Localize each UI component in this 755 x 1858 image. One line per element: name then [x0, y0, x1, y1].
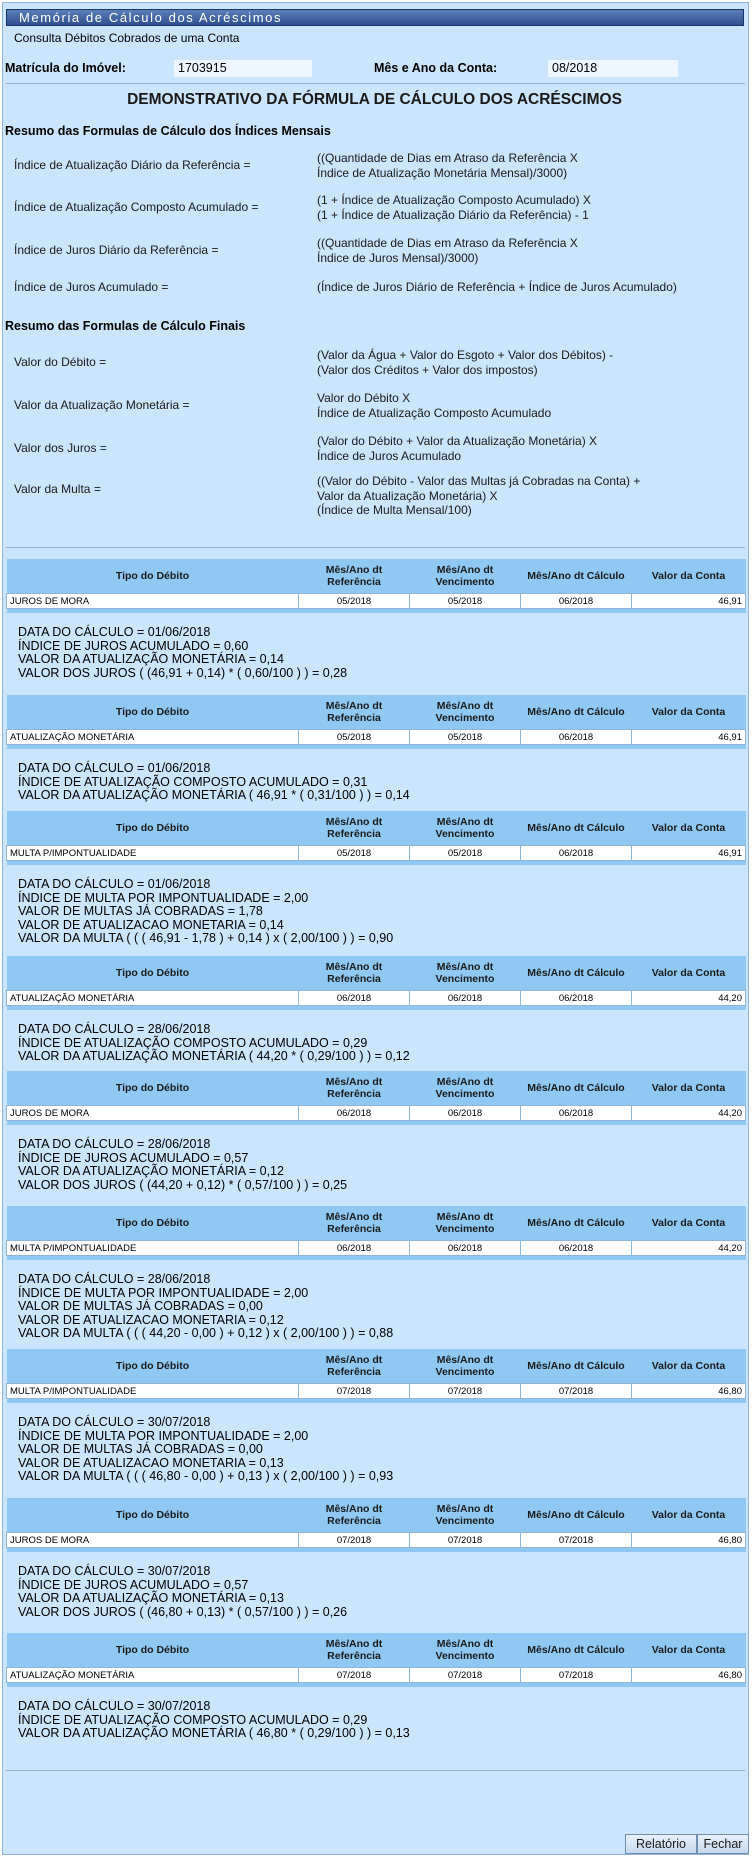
cell-vencimento: 06/2018	[410, 1241, 521, 1256]
calc-line: VALOR DA ATUALIZAÇÃO MONETÁRIA ( 46,91 * ( 0,31/100 ) ) = 0,14	[18, 788, 410, 802]
calc-line: VALOR DA MULTA ( ( ( 44,20 - 0,00 ) + 0,12 ) x ( 2,00/100 ) ) = 0,88	[18, 1326, 394, 1340]
cell-referencia: 06/2018	[299, 1106, 410, 1121]
table-header-row	[7, 1071, 746, 1106]
formula-line: ((Quantidade de Dias em Atraso da Referência X	[317, 151, 578, 165]
table-row	[7, 1668, 746, 1683]
mensais-section-title: Resumo das Formulas de Cálculo dos Índices Mensais	[5, 124, 331, 138]
column-header: Mês/Ano dt Vencimento	[410, 811, 521, 846]
column-header: Mês/Ano dt Referência	[299, 1498, 410, 1533]
formula-name: Índice de Atualização Composto Acumulado =	[14, 200, 259, 214]
calc-line: DATA DO CÁLCULO = 28/06/2018	[18, 1272, 211, 1286]
column-header: Mês/Ano dt Cálculo	[521, 1071, 632, 1106]
column-header: Mês/Ano dt Vencimento	[410, 559, 521, 594]
column-header: Mês/Ano dt Referência	[299, 1206, 410, 1241]
formula-name: Índice de Juros Diário da Referência =	[14, 243, 219, 257]
cell-calculo: 06/2018	[521, 991, 632, 1006]
calc-line: VALOR DA MULTA ( ( ( 46,91 - 1,78 ) + 0,14 ) x ( 2,00/100 ) ) = 0,90	[18, 931, 394, 945]
column-header: Mês/Ano dt Vencimento	[410, 1071, 521, 1106]
calc-line: VALOR DA ATUALIZAÇÃO MONETÁRIA ( 44,20 * ( 0,29/100 ) ) = 0,12	[18, 1049, 410, 1063]
formula-line: (Índice de Multa Mensal/100)	[317, 503, 472, 517]
debito-block	[6, 1633, 745, 1687]
column-header: Tipo do Débito	[7, 1633, 299, 1668]
calc-line: VALOR DOS JUROS ( (44,20 + 0,12) * ( 0,57/100 ) ) = 0,25	[18, 1177, 348, 1192]
table-footer	[7, 1121, 746, 1126]
formula-line: (Índice de Juros Diário de Referência + Índice de Juros Acumulado)	[317, 280, 677, 294]
column-header: Tipo do Débito	[7, 695, 299, 730]
calc-line: VALOR DE MULTAS JÁ COBRADAS = 0,00	[18, 1299, 263, 1313]
table-footer-cell	[7, 1548, 746, 1553]
finais-section-title: Resumo das Formulas de Cálculo Finais	[5, 319, 246, 333]
cell-valor: 46,80	[632, 1668, 746, 1683]
cell-calculo: 06/2018	[521, 846, 632, 861]
cell-referencia: 05/2018	[299, 846, 410, 861]
mes-ano-field[interactable]: 08/2018	[548, 60, 678, 77]
formula-name: Valor dos Juros =	[14, 441, 107, 455]
table-footer	[7, 1006, 746, 1011]
column-header: Tipo do Débito	[7, 1349, 299, 1384]
column-header: Mês/Ano dt Vencimento	[410, 1349, 521, 1384]
table-footer-cell	[7, 745, 746, 750]
cell-vencimento: 06/2018	[410, 991, 521, 1006]
cell-referencia: 06/2018	[299, 991, 410, 1006]
fechar-button[interactable]: Fechar	[697, 1834, 749, 1854]
table-footer-cell	[7, 1121, 746, 1126]
calc-line: DATA DO CÁLCULO = 01/06/2018	[18, 625, 211, 639]
column-header: Mês/Ano dt Referência	[299, 1071, 410, 1106]
table-row	[7, 1533, 746, 1548]
matricula-label: Matrícula do Imóvel:	[5, 61, 126, 75]
cell-tipo: JUROS DE MORA	[7, 1106, 299, 1121]
calc-line: VALOR DE ATUALIZACAO MONETARIA = 0,12	[18, 1312, 284, 1327]
calc-line: DATA DO CÁLCULO = 30/07/2018	[18, 1699, 211, 1713]
cell-tipo: JUROS DE MORA	[7, 1533, 299, 1548]
column-header: Mês/Ano dt Vencimento	[410, 1633, 521, 1668]
calc-line: VALOR DE ATUALIZACAO MONETARIA = 0,13	[18, 1455, 284, 1470]
column-header: Valor da Conta	[632, 1349, 746, 1384]
cell-vencimento: 07/2018	[410, 1533, 521, 1548]
column-header: Mês/Ano dt Vencimento	[410, 956, 521, 991]
cell-referencia: 05/2018	[299, 730, 410, 745]
cell-vencimento: 05/2018	[410, 594, 521, 609]
column-header: Mês/Ano dt Referência	[299, 1633, 410, 1668]
formula-name: Índice de Juros Acumulado =	[14, 280, 169, 294]
cell-calculo: 06/2018	[521, 1106, 632, 1121]
column-header: Mês/Ano dt Cálculo	[521, 956, 632, 991]
column-header: Valor da Conta	[632, 695, 746, 730]
cell-valor: 46,91	[632, 846, 746, 861]
table-row	[7, 1384, 746, 1399]
table-row	[7, 1106, 746, 1121]
column-header: Tipo do Débito	[7, 811, 299, 846]
table-header-row	[7, 956, 746, 991]
formula-line: Índice de Juros Mensal)/3000)	[317, 250, 479, 265]
formula-name: Valor da Atualização Monetária =	[14, 398, 190, 412]
formula-line: ((Valor do Débito - Valor das Multas já Cobradas na Conta) +	[317, 474, 641, 488]
cell-valor: 46,80	[632, 1533, 746, 1548]
table-footer	[7, 1683, 746, 1688]
divider	[6, 1770, 745, 1771]
column-header: Mês/Ano dt Cálculo	[521, 1206, 632, 1241]
calc-line: ÍNDICE DE JUROS ACUMULADO = 0,60	[18, 638, 249, 653]
table-header-row	[7, 1633, 746, 1668]
column-header: Mês/Ano dt Cálculo	[521, 1498, 632, 1533]
column-header: Mês/Ano dt Vencimento	[410, 1498, 521, 1533]
cell-vencimento: 05/2018	[410, 730, 521, 745]
matricula-field[interactable]: 1703915	[174, 60, 312, 77]
formula-line: (Valor dos Créditos + Valor dos impostos)	[317, 362, 538, 377]
calc-line: VALOR DA ATUALIZAÇÃO MONETÁRIA = 0,12	[18, 1164, 284, 1178]
column-header: Tipo do Débito	[7, 559, 299, 594]
cell-referencia: 07/2018	[299, 1533, 410, 1548]
cell-tipo: JUROS DE MORA	[7, 594, 299, 609]
table-row	[7, 846, 746, 861]
column-header: Tipo do Débito	[7, 1071, 299, 1106]
column-header: Mês/Ano dt Cálculo	[521, 811, 632, 846]
calc-line: ÍNDICE DE JUROS ACUMULADO = 0,57	[18, 1150, 249, 1165]
debito-table	[6, 1349, 746, 1403]
table-footer	[7, 861, 746, 866]
cell-tipo: ATUALIZAÇÃO MONETÁRIA	[7, 730, 299, 745]
table-header-row	[7, 1498, 746, 1533]
table-header-row	[7, 695, 746, 730]
debito-table	[6, 1071, 746, 1125]
cell-tipo: MULTA P/IMPONTUALIDADE	[7, 1384, 299, 1399]
column-header: Valor da Conta	[632, 811, 746, 846]
column-header: Valor da Conta	[632, 1498, 746, 1533]
debito-block	[6, 559, 745, 613]
cell-valor: 44,20	[632, 1106, 746, 1121]
table-footer	[7, 1399, 746, 1404]
table-footer	[7, 745, 746, 750]
table-footer-cell	[7, 1683, 746, 1688]
column-header: Mês/Ano dt Referência	[299, 695, 410, 730]
calc-line: VALOR DOS JUROS ( (46,80 + 0,13) * ( 0,57/100 ) ) = 0,26	[18, 1604, 348, 1619]
table-footer-cell	[7, 609, 746, 614]
formula-line: (Valor da Água + Valor do Esgoto + Valor dos Débitos) -	[317, 348, 614, 362]
calc-line: DATA DO CÁLCULO = 01/06/2018	[18, 877, 211, 891]
calc-line: VALOR DOS JUROS ( (46,91 + 0,14) * ( 0,60/100 ) ) = 0,28	[18, 665, 348, 680]
cell-calculo: 07/2018	[521, 1668, 632, 1683]
debito-table	[6, 559, 746, 613]
table-header-row	[7, 811, 746, 846]
mes-ano-label: Mês e Ano da Conta:	[374, 61, 498, 75]
debito-block	[6, 1349, 745, 1403]
calc-line: VALOR DA ATUALIZAÇÃO MONETÁRIA = 0,13	[18, 1591, 284, 1605]
cell-valor: 46,91	[632, 594, 746, 609]
column-header: Mês/Ano dt Cálculo	[521, 1633, 632, 1668]
cell-calculo: 07/2018	[521, 1533, 632, 1548]
table-footer-cell	[7, 861, 746, 866]
debito-block	[6, 695, 745, 749]
table-row	[7, 991, 746, 1006]
debito-block	[6, 1071, 745, 1125]
window-subtitle: Consulta Débitos Cobrados de uma Conta	[14, 31, 240, 45]
debito-block	[6, 1498, 745, 1552]
debito-table	[6, 695, 746, 749]
debito-table	[6, 1633, 746, 1687]
calc-line: DATA DO CÁLCULO = 30/07/2018	[18, 1415, 211, 1429]
calc-line: ÍNDICE DE MULTA POR IMPONTUALIDADE = 2,00	[18, 1428, 309, 1443]
table-footer-cell	[7, 1006, 746, 1011]
calc-line: VALOR DE ATUALIZACAO MONETARIA = 0,14	[18, 917, 284, 932]
column-header: Valor da Conta	[632, 559, 746, 594]
column-header: Mês/Ano dt Referência	[299, 956, 410, 991]
column-header: Mês/Ano dt Referência	[299, 1349, 410, 1384]
column-header: Mês/Ano dt Vencimento	[410, 1206, 521, 1241]
cell-referencia: 06/2018	[299, 1241, 410, 1256]
divider	[6, 83, 745, 84]
cell-tipo: MULTA P/IMPONTUALIDADE	[7, 846, 299, 861]
relatorio-button[interactable]: Relatório	[625, 1834, 697, 1854]
calc-line: DATA DO CÁLCULO = 28/06/2018	[18, 1022, 211, 1036]
table-header-row	[7, 1349, 746, 1384]
formula-line: ((Quantidade de Dias em Atraso da Referência X	[317, 236, 578, 250]
cell-tipo: ATUALIZAÇÃO MONETÁRIA	[7, 1668, 299, 1683]
calc-line: ÍNDICE DE JUROS ACUMULADO = 0,57	[18, 1577, 249, 1592]
column-header: Valor da Conta	[632, 1206, 746, 1241]
debito-block	[6, 811, 745, 865]
formula-line: Valor do Débito X	[317, 391, 411, 405]
table-footer-cell	[7, 1399, 746, 1404]
cell-referencia: 07/2018	[299, 1668, 410, 1683]
table-footer-cell	[7, 1256, 746, 1261]
calc-line: DATA DO CÁLCULO = 30/07/2018	[18, 1564, 211, 1578]
debito-table	[6, 956, 746, 1010]
calc-line: ÍNDICE DE ATUALIZAÇÃO COMPOSTO ACUMULADO = 0,29	[18, 1712, 368, 1727]
column-header: Valor da Conta	[632, 956, 746, 991]
debito-block	[6, 1206, 745, 1260]
table-row	[7, 730, 746, 745]
formula-line: Valor da Atualização Monetária) X	[317, 488, 498, 503]
cell-vencimento: 07/2018	[410, 1384, 521, 1399]
formula-line: Índice de Atualização Monetária Mensal)/3000)	[317, 165, 568, 180]
formula-line: Índice de Juros Acumulado	[317, 448, 462, 463]
cell-calculo: 06/2018	[521, 594, 632, 609]
calc-line: ÍNDICE DE MULTA POR IMPONTUALIDADE = 2,00	[18, 1285, 309, 1300]
formula-line: (1 + Índice de Atualização Composto Acumulado) X	[317, 193, 591, 207]
column-header: Tipo do Débito	[7, 1498, 299, 1533]
debito-table	[6, 1206, 746, 1260]
column-header: Valor da Conta	[632, 1633, 746, 1668]
column-header: Mês/Ano dt Cálculo	[521, 559, 632, 594]
formula-name: Valor do Débito =	[14, 355, 107, 369]
table-footer	[7, 1256, 746, 1261]
column-header: Mês/Ano dt Referência	[299, 559, 410, 594]
calc-line: DATA DO CÁLCULO = 28/06/2018	[18, 1137, 211, 1151]
column-header: Valor da Conta	[632, 1071, 746, 1106]
formula-line: Índice de Atualização Composto Acumulado	[317, 405, 552, 420]
formula-line: (Valor do Débito + Valor da Atualização Monetária) X	[317, 434, 598, 448]
calc-line: VALOR DA ATUALIZAÇÃO MONETÁRIA = 0,14	[18, 652, 284, 666]
table-row	[7, 1241, 746, 1256]
table-header-row	[7, 559, 746, 594]
calc-line: DATA DO CÁLCULO = 01/06/2018	[18, 761, 211, 775]
formula-name: Valor da Multa =	[14, 482, 101, 496]
cell-tipo: MULTA P/IMPONTUALIDADE	[7, 1241, 299, 1256]
calc-line: VALOR DE MULTAS JÁ COBRADAS = 1,78	[18, 904, 263, 918]
cell-vencimento: 07/2018	[410, 1668, 521, 1683]
table-header-row	[7, 1206, 746, 1241]
calc-line: VALOR DA ATUALIZAÇÃO MONETÁRIA ( 46,80 * ( 0,29/100 ) ) = 0,13	[18, 1726, 410, 1740]
page-title: DEMONSTRATIVO DA FÓRMULA DE CÁLCULO DOS ACRÉSCIMOS	[127, 91, 622, 108]
calc-line: VALOR DE MULTAS JÁ COBRADAS = 0,00	[18, 1442, 263, 1456]
calc-line: ÍNDICE DE MULTA POR IMPONTUALIDADE = 2,00	[18, 890, 309, 905]
cell-calculo: 06/2018	[521, 1241, 632, 1256]
cell-valor: 44,20	[632, 1241, 746, 1256]
cell-calculo: 06/2018	[521, 730, 632, 745]
debito-block	[6, 956, 745, 1010]
column-header: Mês/Ano dt Vencimento	[410, 695, 521, 730]
column-header: Mês/Ano dt Cálculo	[521, 1349, 632, 1384]
table-footer	[7, 1548, 746, 1553]
cell-valor: 44,20	[632, 991, 746, 1006]
formula-name: Índice de Atualização Diário da Referência =	[14, 158, 251, 172]
debito-table	[6, 1498, 746, 1552]
column-header: Mês/Ano dt Cálculo	[521, 695, 632, 730]
calc-line: VALOR DA MULTA ( ( ( 46,80 - 0,00 ) + 0,13 ) x ( 2,00/100 ) ) = 0,93	[18, 1469, 394, 1483]
debito-table	[6, 811, 746, 865]
cell-calculo: 07/2018	[521, 1384, 632, 1399]
formula-line: (1 + Índice de Atualização Diário da Referência) - 1	[317, 207, 589, 222]
divider	[6, 547, 745, 548]
cell-valor: 46,80	[632, 1384, 746, 1399]
cell-valor: 46,91	[632, 730, 746, 745]
cell-tipo: ATUALIZAÇÃO MONETÁRIA	[7, 991, 299, 1006]
cell-vencimento: 05/2018	[410, 846, 521, 861]
column-header: Tipo do Débito	[7, 956, 299, 991]
calc-line: ÍNDICE DE ATUALIZAÇÃO COMPOSTO ACUMULADO = 0,29	[18, 1035, 368, 1050]
table-footer	[7, 609, 746, 614]
table-row	[7, 594, 746, 609]
column-header: Mês/Ano dt Referência	[299, 811, 410, 846]
column-header: Tipo do Débito	[7, 1206, 299, 1241]
cell-referencia: 07/2018	[299, 1384, 410, 1399]
window-title: Memória de Cálculo dos Acréscimos	[6, 9, 744, 26]
cell-referencia: 05/2018	[299, 594, 410, 609]
calc-line: ÍNDICE DE ATUALIZAÇÃO COMPOSTO ACUMULADO = 0,31	[18, 774, 368, 789]
cell-vencimento: 06/2018	[410, 1106, 521, 1121]
